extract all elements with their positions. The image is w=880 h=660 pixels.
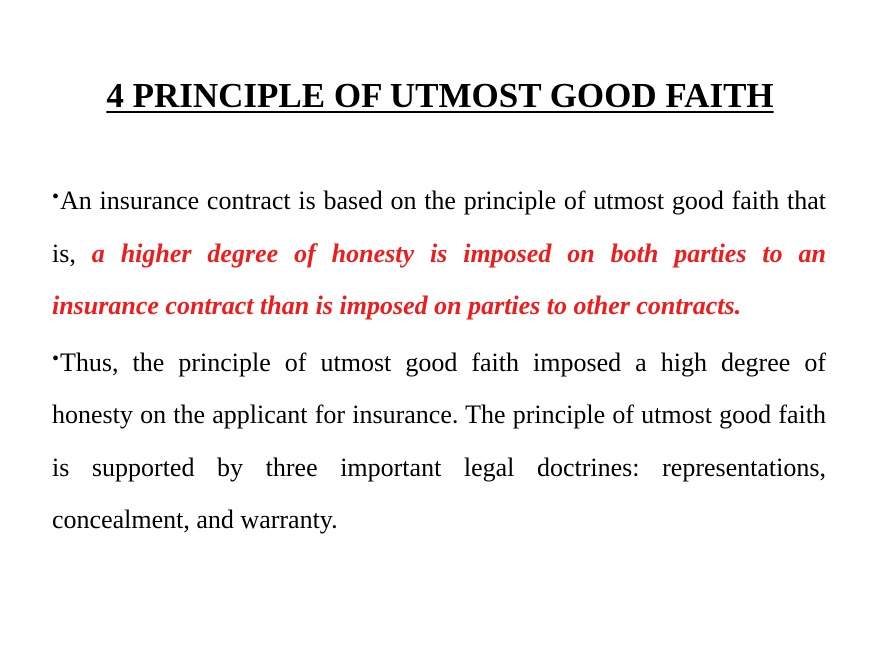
bullet-paragraph-1 [52,171,826,333]
bullet-icon: • [52,186,60,208]
paragraph-2-text: Thus, the principle of utmost good faith imposed a high degree of honesty on the applicant for insurance. The principle of utmost good faith is supported by three important legal doctrines: representations, concealment, and warranty. [52,347,826,534]
paragraph-1-emphasis: a higher degree of honesty is imposed on both parties to an insurance contract than is imposed on parties to other contracts [52,238,827,320]
slide-body [52,171,826,547]
slide-title: 4 PRINCIPLE OF UTMOST GOOD FAITH [106,76,774,115]
bullet-paragraph-2 [52,333,826,547]
paragraph-1-lead: An insurance contract is based on the principle of utmost good faith that is, [52,186,826,268]
bullet-icon: • [52,347,60,370]
paragraph-1-tail: . [734,291,742,320]
